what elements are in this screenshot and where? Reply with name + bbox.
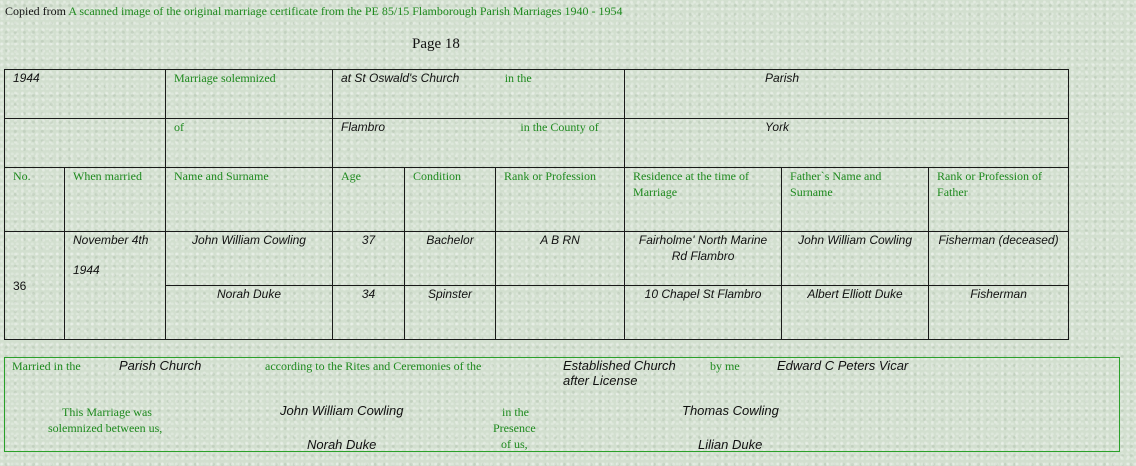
solemnized-label-line1: This Marriage was (62, 405, 152, 419)
groom-residence: Fairholme' North Marine Rd Flambro (625, 232, 782, 286)
in-the-label: in the (504, 71, 532, 85)
parish-cell (625, 70, 1069, 119)
married-in-section (4, 357, 1120, 452)
col-header-residence: Residence at the time of Marriage (625, 168, 782, 232)
register-header-row-2 (5, 119, 1069, 168)
district-value: Flambro (341, 120, 386, 134)
groom-condition: Bachelor (405, 232, 496, 286)
by-me-label: by me (710, 359, 740, 373)
marriage-register-table (4, 69, 1069, 340)
parish-value: Parish (765, 71, 800, 85)
of-label: of (166, 119, 333, 168)
source-description: A scanned image of the original marriage certificate from the PE 85/15 Flamborough Parish Marriages 1940 - 1954 (68, 4, 623, 18)
bride-name: Norah Duke (166, 286, 333, 340)
officiant-value: Edward C Peters Vicar (777, 358, 909, 373)
bride-residence: 10 Chapel St Flambro (625, 286, 782, 340)
presence-label-line2: Presence (493, 421, 536, 435)
established-church-value: Established Church (563, 358, 676, 373)
place-cell (333, 70, 625, 119)
party-bride-signature: Norah Duke (307, 437, 377, 452)
entry-number: 36 (5, 232, 65, 340)
witness1-signature: Thomas Cowling (682, 403, 779, 418)
year-cell: 1944 (5, 70, 166, 119)
source-note (5, 4, 623, 18)
col-header-rank: Rank or Profession (496, 168, 625, 232)
county-label: in the County of (520, 120, 599, 134)
church-value: Parish Church (119, 358, 202, 373)
groom-rank: A B RN (496, 232, 625, 286)
blank-cell (5, 119, 166, 168)
col-header-no: No. (5, 168, 65, 232)
license-value: after License (563, 373, 638, 388)
page-number: Page 18 (412, 36, 460, 52)
presence-label-line1: in the (502, 405, 529, 419)
groom-row (5, 232, 1069, 286)
column-header-row (5, 168, 1069, 232)
marriage-solemnized-label: Marriage solemnized (166, 70, 333, 119)
bride-father: Albert Elliott Duke (782, 286, 929, 340)
col-header-when: When married (65, 168, 166, 232)
copied-from-label: Copied from (5, 4, 66, 18)
party-groom-signature: John William Cowling (280, 403, 404, 418)
bride-father-rank: Fisherman (929, 286, 1069, 340)
groom-name: John William Cowling (166, 232, 333, 286)
county-value: York (765, 120, 790, 134)
county-cell (625, 119, 1069, 168)
solemnized-label-line2: solemnized between us, (48, 421, 163, 435)
bride-condition: Spinster (405, 286, 496, 340)
district-cell (333, 119, 625, 168)
col-header-name: Name and Surname (166, 168, 333, 232)
married-in-label: Married in the (12, 359, 81, 373)
bride-rank (496, 286, 625, 340)
col-header-condition: Condition (405, 168, 496, 232)
marriage-date-line1: November 4th (73, 233, 149, 247)
groom-father-rank: Fisherman (deceased) (929, 232, 1069, 286)
col-header-father-rank: Rank or Profession of Father (929, 168, 1069, 232)
col-header-father: Father`s Name and Surname (782, 168, 929, 232)
rites-label: according to the Rites and Ceremonies of the (265, 359, 482, 373)
marriage-date-line2: 1944 (73, 263, 100, 277)
presence-label-line3: of us, (501, 437, 528, 451)
marriage-date-cell (65, 232, 166, 340)
groom-father: John William Cowling (782, 232, 929, 286)
witness2-signature: Lilian Duke (698, 437, 763, 452)
groom-age: 37 (333, 232, 405, 286)
place-value: at St Oswald's Church (341, 71, 460, 85)
bride-age: 34 (333, 286, 405, 340)
col-header-age: Age (333, 168, 405, 232)
register-header-row-1 (5, 70, 1069, 119)
